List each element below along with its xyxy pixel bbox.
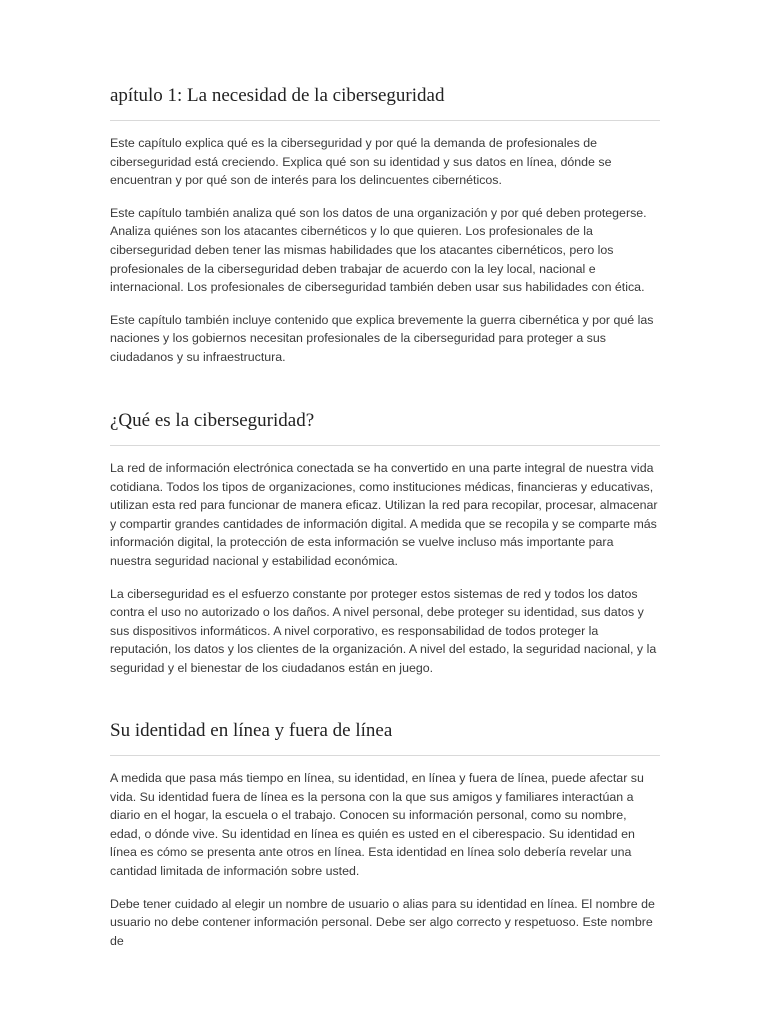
section-what-is-cybersecurity bbox=[110, 409, 660, 692]
section-body bbox=[110, 134, 660, 367]
section-online-offline-identity bbox=[110, 719, 660, 964]
section-body bbox=[110, 459, 660, 678]
paragraph: A medida que pasa más tiempo en línea, su identidad, en línea y fuera de línea, puede afectar su vida. Su identidad fuera de línea es la persona con la que sus amigos y familiares interactúan a diario en el hogar, la escuela o el trabajo. Conocen su información personal, como su nombre, edad, o dónde vive. Su identidad en línea es quién es usted en el ciberespacio. Su identidad en línea es cómo se presenta ante otros en línea. Esta identidad en línea solo debería revelar una cantidad limitada de información sobre usted. bbox=[110, 771, 644, 878]
paragraph: Este capítulo también incluye contenido que explica brevemente la guerra cibernética y por qué las naciones y los gobiernos necesitan profesionales de la ciberseguridad para proteger a sus ciudadanos y su infraestructura. bbox=[110, 312, 654, 364]
section-body bbox=[110, 769, 660, 950]
section-chapter-intro bbox=[110, 84, 660, 381]
chapter-heading: apítulo 1: La necesidad de la ciberseguridad bbox=[110, 85, 445, 106]
heading-divider bbox=[110, 445, 660, 446]
section-heading: Su identidad en línea y fuera de línea bbox=[110, 720, 393, 741]
section-heading: ¿Qué es la ciberseguridad? bbox=[110, 410, 315, 431]
heading-divider bbox=[110, 120, 660, 121]
paragraph: Debe tener cuidado al elegir un nombre de usuario o alias para su identidad en línea. El nombre de usuario no debe contener información personal. Debe ser algo correcto y respetuoso. Este nombre de bbox=[110, 896, 655, 948]
paragraph: La ciberseguridad es el esfuerzo constante por proteger estos sistemas de red y todos los datos contra el uso no autorizado o los daños. A nivel personal, debe proteger su identidad, sus datos y sus dispositivos informáticos. A nivel corporativo, es responsabilidad de todos proteger la reputación, los datos y los clientes de la organización. A nivel del estado, la seguridad nacional, y la seguridad y el bienestar de los ciudadanos están en juego. bbox=[110, 586, 657, 675]
paragraph: La red de información electrónica conectada se ha convertido en una parte integral de nuestra vida cotidiana. Todos los tipos de organizaciones, como instituciones médicas, financieras y educativas, utilizan esta red para funcionar de manera eficaz. Utilizan la red para recopilar, procesar, almacenar y compartir grandes cantidades de información digital. A medida que se recopila y se comparte más información digital, la protección de esta información se vuelve incluso más importante para nuestra seguridad nacional y estabilidad económica. bbox=[110, 461, 658, 568]
paragraph: Este capítulo explica qué es la ciberseguridad y por qué la demanda de profesionales de ciberseguridad está creciendo. Explica qué son su identidad y sus datos en línea, dónde se encuentran y por qué son de interés para los delincuentes cibernéticos. bbox=[110, 136, 612, 188]
heading-divider bbox=[110, 755, 660, 756]
paragraph: Este capítulo también analiza qué son los datos de una organización y por qué deben protegerse. Analiza quiénes son los atacantes cibernéticos y lo que quieren. Los profesionales de la ciberseguridad deben tener las mismas habilidades que los atacantes cibernéticos, pero los profesionales de la ciberseguridad deben trabajar de acuerdo con la ley local, nacional e internacional. Los profesionales de ciberseguridad también deben usar sus habilidades con ética. bbox=[110, 205, 647, 295]
